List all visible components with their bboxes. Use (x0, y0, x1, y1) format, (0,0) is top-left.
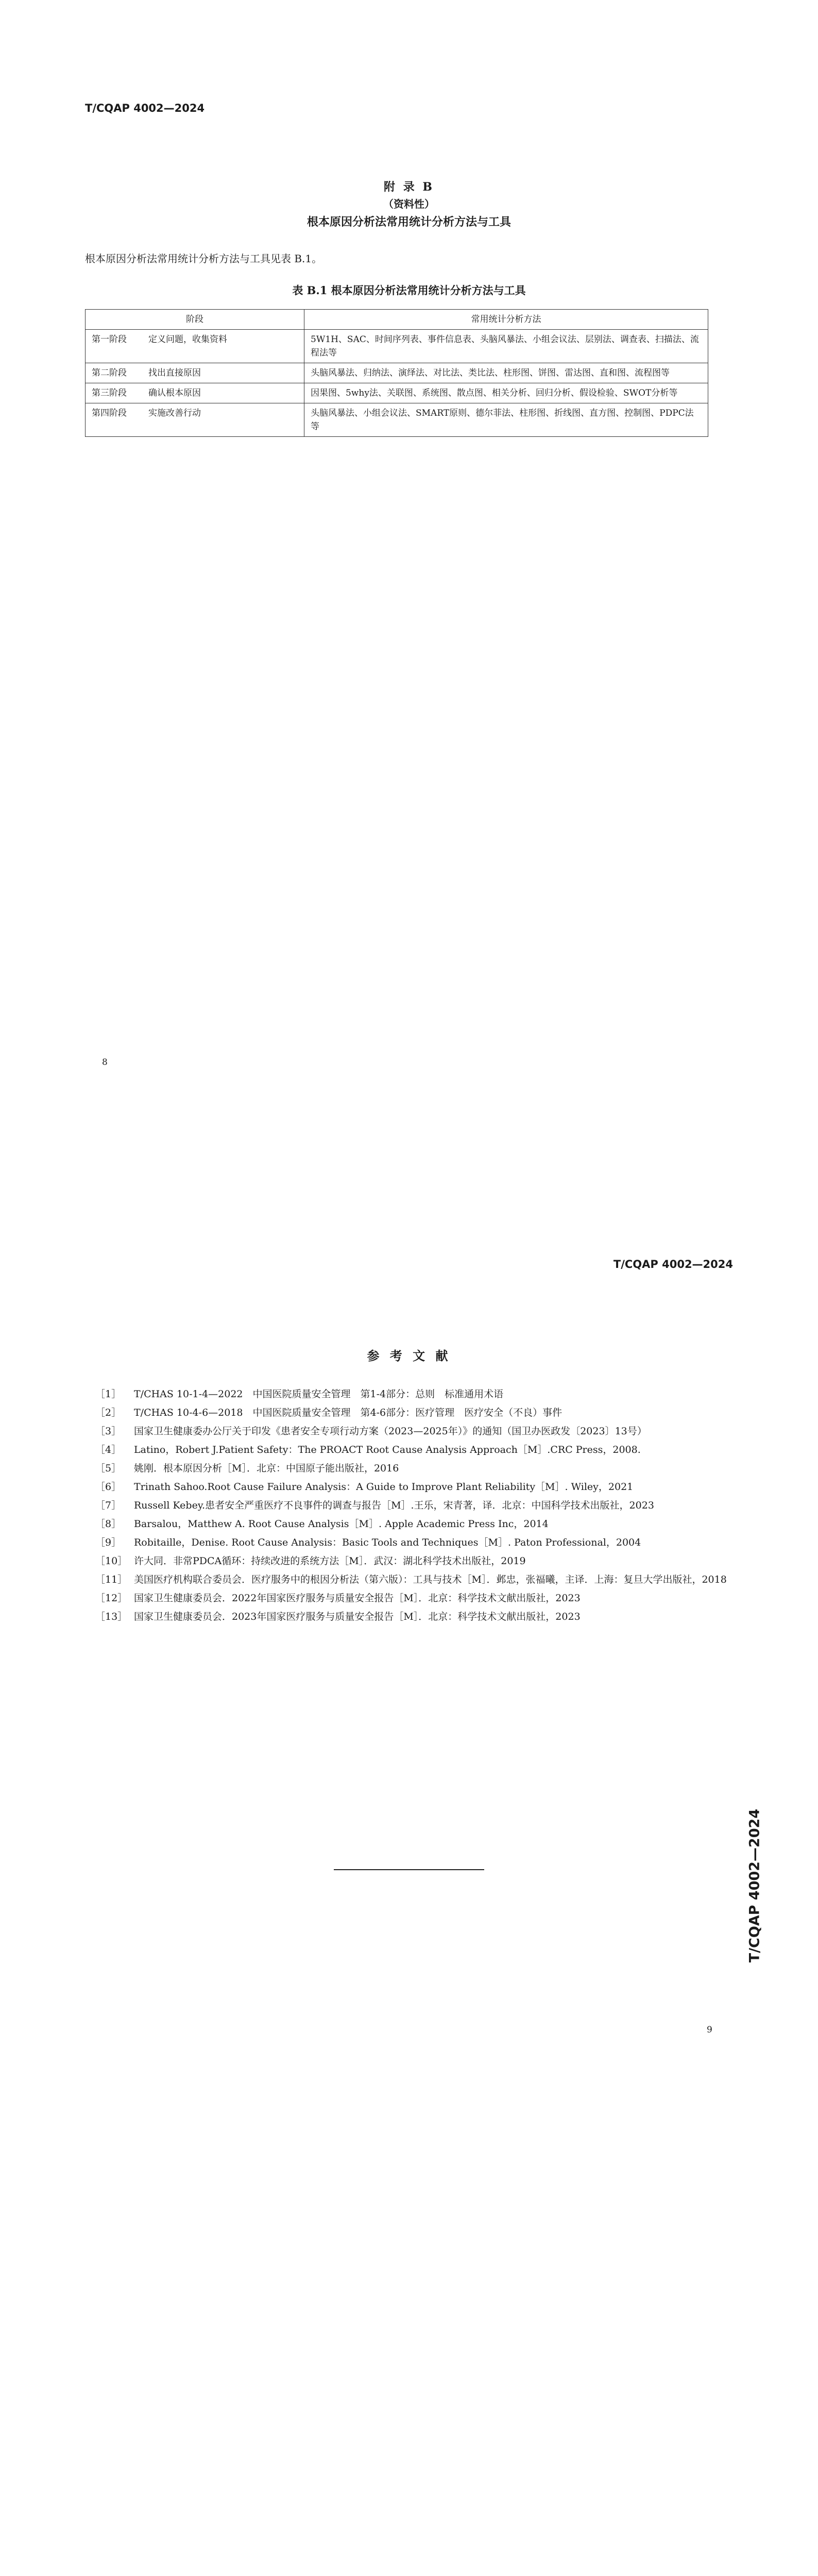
stage-cell (86, 383, 304, 403)
appendix-type: （资料性） (383, 198, 435, 210)
reference-index: ［1］ (95, 1388, 122, 1400)
reference-text: 国家卫生健康委办公厅关于印发《患者安全专项行动方案（2023—2025年）》的通知（国卫办医政发〔2023〕13号） (134, 1426, 647, 1437)
page-header-code: T/CQAP 4002—2024 (85, 102, 205, 114)
phase-task: 实施改善行动 (148, 408, 201, 418)
stage-cell (86, 330, 304, 363)
reference-text: 姚刚．根本原因分析［M］．北京：中国原子能出版社，2016 (134, 1463, 399, 1474)
tools-cell: 5W1H、SAC、时间序列表、事件信息表、头脑风暴法、小组会议法、层别法、调查表、扫描法、流程法等 (304, 330, 708, 363)
stage-cell (86, 363, 304, 383)
reference-item (85, 1423, 729, 1439)
stage-cell (86, 403, 304, 437)
reference-item (85, 1516, 729, 1532)
reference-index: ［8］ (95, 1518, 122, 1530)
reference-item (85, 1553, 729, 1569)
reference-text: 许大同．非常PDCA循环：持续改进的系统方法［M］．武汉：湖北科学技术出版社，2019 (134, 1555, 526, 1567)
reference-text: T/CHAS 10-1-4—2022 中国医院质量安全管理 第1-4部分：总则 标准通用术语 (134, 1388, 504, 1400)
appendix-label: 附 录 B (384, 180, 434, 194)
reference-text: Trinath Sahoo.Root Cause Failure Analysis：A Guide to Improve Plant Reliability［M］. Wiley，2021 (134, 1481, 634, 1493)
tools-cell: 头脑风暴法、归纳法、演绎法、对比法、类比法、柱形图、饼图、雷达图、直和图、流程图等 (304, 363, 708, 383)
reference-item (85, 1460, 729, 1477)
reference-text: Latino，Robert J.Patient Safety：The PROACT Root Cause Analysis Approach［M］.CRC Press，2008. (134, 1444, 641, 1455)
reference-item (85, 1479, 729, 1495)
table-row (86, 363, 708, 383)
reference-item (85, 1386, 729, 1402)
phase-label: 第二阶段 (92, 368, 127, 378)
reference-index: ［2］ (95, 1407, 122, 1418)
header-tools: 常用统计分析方法 (304, 310, 708, 330)
reference-index: ［10］ (95, 1555, 128, 1567)
table-row (86, 330, 708, 363)
reference-index: ［9］ (95, 1537, 122, 1548)
reference-item (85, 1590, 729, 1606)
phase-task: 找出直接原因 (148, 368, 201, 378)
page-number: 9 (707, 2025, 712, 2035)
table-row (86, 383, 708, 403)
reference-text: 美国医疗机构联合委员会．医疗服务中的根因分析法（第六版）：工具与技术［M］．邺忠，张福曦，主译．上海：复旦大学出版社，2018 (134, 1574, 727, 1585)
references-end-rule (334, 1869, 484, 1870)
phase-task: 定义问题，收集资料 (148, 334, 227, 345)
phase-task: 确认根本原因 (148, 388, 201, 398)
reference-index: ［12］ (95, 1592, 128, 1604)
tools-cell: 头脑风暴法、小组会议法、SMART原则、德尔菲法、柱形图、折线图、直方图、控制图、PDPC法等 (304, 403, 708, 437)
page-number: 8 (102, 1057, 108, 1067)
intro-paragraph: 根本原因分析法常用统计分析方法与工具见表 B.1。 (85, 252, 322, 265)
reference-text: Russell Kebey.患者安全严重医疗不良事件的调查与报告［M］.王乐，宋青著，译．北京：中国科学技术出版社，2023 (134, 1500, 654, 1511)
reference-index: ［4］ (95, 1444, 122, 1455)
reference-item (85, 1608, 729, 1625)
tools-cell: 因果图、5why法、关联图、系统图、散点图、相关分析、回归分析、假设检验、SWOT分析等 (304, 383, 708, 403)
reference-index: ［6］ (95, 1481, 122, 1493)
reference-item (85, 1497, 729, 1514)
reference-item (85, 1404, 729, 1421)
page-header-code: T/CQAP 4002—2024 (613, 1258, 733, 1270)
table-row (86, 403, 708, 437)
reference-index: ［11］ (95, 1574, 128, 1585)
reference-index: ［5］ (95, 1463, 122, 1474)
phase-label: 第三阶段 (92, 388, 127, 398)
reference-text: 国家卫生健康委员会．2022年国家医疗服务与质量安全报告［M］．北京：科学技术文献出版社，2023 (134, 1592, 581, 1604)
spine-code (739, 1762, 770, 2009)
header-stage: 阶段 (86, 310, 304, 330)
reference-text: 国家卫生健康委员会．2023年国家医疗服务与质量安全报告［M］．北京：科学技术文献出版社，2023 (134, 1611, 581, 1622)
reference-item (85, 1534, 729, 1551)
reference-text: Barsalou，Matthew A. Root Cause Analysis［M］. Apple Academic Press Inc，2014 (134, 1518, 549, 1530)
reference-text: T/CHAS 10-4-6—2018 中国医院质量安全管理 第4-6部分：医疗管理 医疗安全（不良）事件 (134, 1407, 563, 1418)
reference-item (85, 1442, 729, 1458)
table-caption: 表 B.1 根本原因分析法常用统计分析方法与工具 (292, 284, 526, 297)
phase-label: 第四阶段 (92, 408, 127, 418)
references-list (85, 1386, 729, 1627)
methods-table (85, 309, 708, 437)
appendix-title: 根本原因分析法常用统计分析方法与工具 (306, 215, 511, 229)
phase-label: 第一阶段 (92, 334, 127, 345)
reference-index: ［3］ (95, 1426, 122, 1437)
reference-index: ［13］ (95, 1611, 128, 1622)
reference-index: ［7］ (95, 1500, 122, 1511)
reference-item (85, 1571, 729, 1588)
spine-code-text: T/CQAP 4002—2024 (746, 1808, 763, 1963)
table-header-row (86, 310, 708, 330)
reference-text: Robitaille，Denise. Root Cause Analysis：Basic Tools and Techniques［M］. Paton Professional，2004 (134, 1537, 641, 1548)
references-title: 参 考 文 献 (367, 1348, 451, 1363)
